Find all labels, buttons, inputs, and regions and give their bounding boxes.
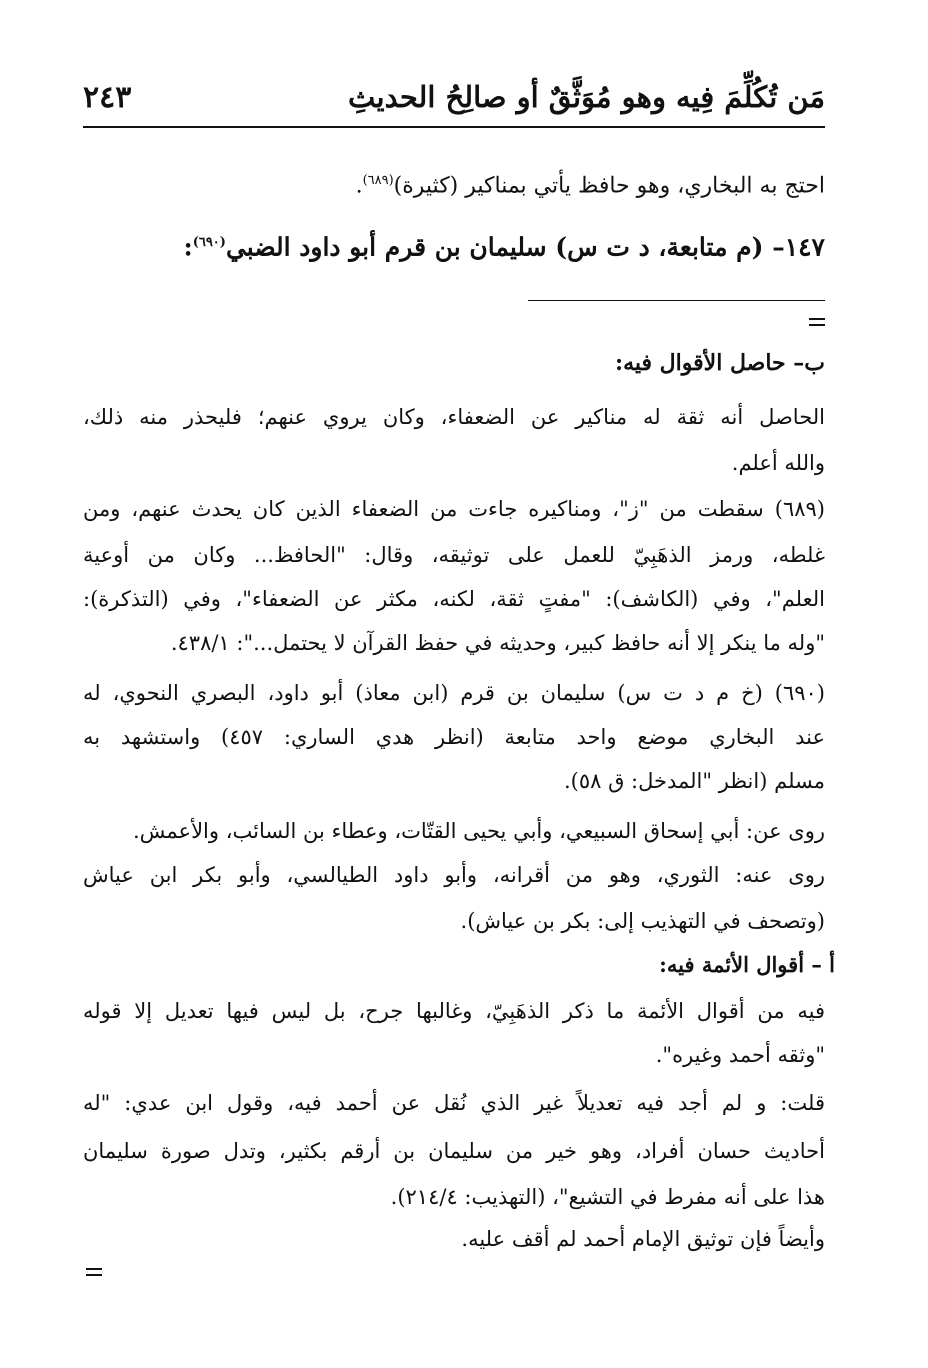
double-bar-mark-bottom [86,1268,102,1276]
section-a-line-3: قلت: و لم أجد فيه تعديلاً غير الذي نُقل عن أحمد فيه، وقول ابن عدي: "له [83,1091,825,1115]
footnote-690-line-3: مسلم (انظر "المدخل: ق ٥٨). [563,769,825,793]
top-text-line [83,166,825,201]
section-a-line-5: هذا على أنه مفرط في التشيع"، (التهذيب: ٢١٤/٤). [390,1185,825,1209]
section-b-heading: ب– حاصل الأقوال فيه: [614,350,825,376]
header-rule [83,126,825,128]
section-a-heading: أ – أقوال الأئمة فيه: [659,952,835,977]
top-line-end: . [355,173,363,199]
narrated-by-line-2: (وتصحف في التهذيب إلى: بكر بن عياش). [460,909,825,933]
footnote-690-line-1: (٦٩٠) (خ م د ت س) سليمان بن قرم (ابن معاذ) أبو داود، البصري النحوي، له [83,681,825,705]
section-a-line-2: "وثقه أحمد وغيره". [655,1043,825,1067]
section-a-line-4: أحاديث حسان أفراد، وهو خير من سليمان بن أرقم بكثير، وتدل صورة سليمان [83,1139,825,1163]
section-b-line-2: والله أعلم. [731,451,825,475]
header-title: مَن تُكُلِّمَ فِيه وهو مُوَثَّقٌ أو صالِحُ الحديثِ [348,80,825,114]
page-number: ٢٤٣ [83,80,132,115]
footnote-690-line-2: عند البخاري موضع واحد متابعة (انظر هدي الساري: ٤٥٧) واستشهد به [83,725,826,749]
footnote-689-line-4: "وله ما ينكر إلا أنه حافظ كبير، وحديثه في حفظ القرآن لا يحتمل...": ٤٣٨/١. [170,631,825,655]
narrated-by-line: روى عنه: الثوري، وهو من أقرانه، وأبو داود الطيالسي، وأبو بكر ابن عياش [83,863,825,887]
footnote-separator [528,300,825,301]
entry-147-heading [83,228,825,262]
section-a-line-1: فيه من أقوال الأئمة ما ذكر الذهَبِيّ، وغالبها جرح، بل ليس فيها تعديل إلا قوله [83,999,825,1023]
double-bar-mark [809,318,825,326]
footnote-ref-689: (٦٨٩) [362,173,394,188]
footnote-689-line-2: غلطه، ورمز الذهَبِيّ للعمل على توثيقه، وقال: "الحافظ... وكان من أوعية [83,543,825,567]
narrated-from-line: روى عن: أبي إسحاق السبيعي، وأبي يحيى القتّات، وعطاء بن السائب، والأعمش. [132,819,825,843]
section-a-line-6: وأيضاً فإن توثيق الإمام أحمد لم أقف عليه. [461,1227,825,1251]
entry-end: : [183,232,193,262]
entry-text: ١٤٧– (م متابعة، د ت س) سليمان بن قرم أبو داود الضبي [225,232,825,262]
section-b-line-1: الحاصل أنه ثقة له مناكير عن الضعفاء، وكان يروي عنهم؛ فليحذر منه ذلك، [83,405,825,429]
footnote-689-line-3: العلم"، وفي (الكاشف): "مفتٍ ثقة، لكنه، مكثر عن الضعفاء"، وفي (التذكرة): [83,587,825,611]
top-line-text: احتج به البخاري، وهو حافظ يأتي بمناكير (كثيرة) [393,173,825,199]
footnote-ref-690: (٦٩٠) [192,235,226,250]
footnote-689-line-1: (٦٨٩) سقطت من "ز"، ومناكيره جاءت من الضعفاء الذين كان يحدث عنهم، ومن [83,497,825,521]
running-header [83,80,825,120]
